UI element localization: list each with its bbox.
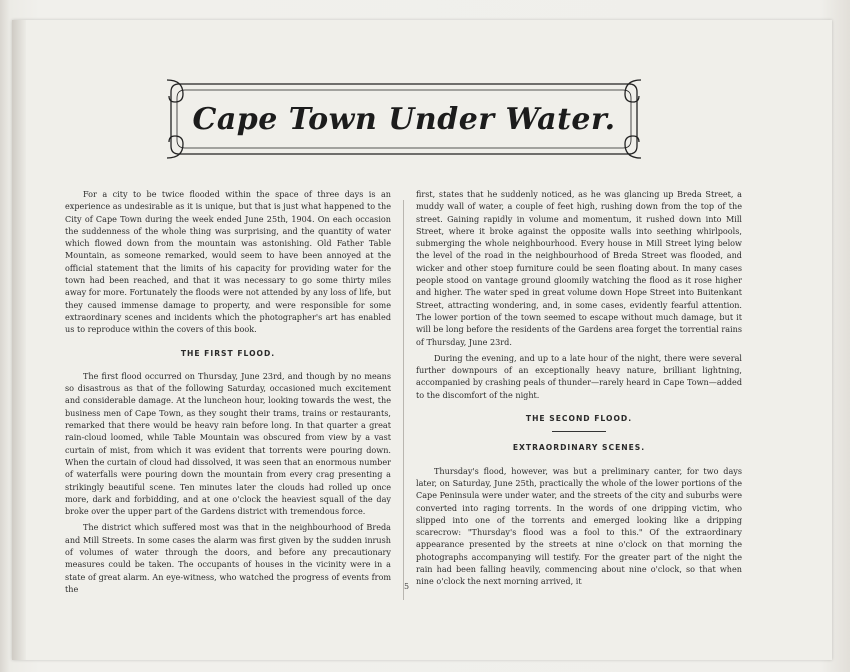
- heading-rule: [552, 431, 606, 432]
- paragraph: During the evening, and up to a late hour of the night, there were several further downpours of an exceptionally heavy nature, brilliant lightning, accompanied by crashing peals of thunder—rarely heard in Cape Town—added to the discomfort of the night.: [416, 352, 742, 400]
- paragraph: The first flood occurred on Thursday, June 23rd, and though by no means so disastrous as that of the following Saturday, occasioned much excitement and considerable damage. At the luncheon hour, looking towards the west, the business men of Cape Town, as they sought their trams, trains or restaurants, remarked that there would be heavy rain before long. In that quarter a great rain-cloud loomed, while Table Mountain was obscured from view by a vast curtain of mist, from which it was evident that torrents were pouring down. When the curtain of cloud had dissolved, it was seen that an enormous number of waterfalls were pouring down the mountain from every crag presenting a strikingly beautiful scene. Ten minutes later the clouds had rolled up once more, dark and forbidding, and at one o'clock the heaviest squall of the day broke over the upper part of the Gardens district with tremendous force.: [65, 370, 391, 517]
- page-number: 5: [404, 582, 410, 591]
- paragraph: Thursday's flood, however, was but a preliminary canter, for two days later, on Saturday, June 25th, practically the whole of the lower portions of the Cape Peninsula were under water, and the streets of the city and suburbs were converted into raging torrents. In the words of one dripping victim, who slipped into one of the torrents and emerged looking like a dripping scarecrow: "Thursday's flood was a fool to this." Of the extraordinary appearance presented by the streets at nine o'clock on that morning the photographs accompanying will testify. For the greater part of the night the rain had been falling heavily, commencing about nine o'clock, so that when nine o'clock the next morning arrived, it: [416, 465, 742, 587]
- title-frame: [165, 78, 643, 160]
- paragraph: first, states that he suddenly noticed, as he was glancing up Breda Street, a muddy wall of water, a couple of feet high, rushing down from the top of the street. Gaining rapidly in volume and momentum, it rushed down into Mill Street, where it broke against the opposite walls into seething whirlpools, submerging the whole neighbourhood. Every house in Mill Street lying below the level of the road in the neighbourhood of Breda Street was flooded, and wicker and other stoep furniture could be seen floating about. In many cases people stood on vantage ground gloomily watching the flood as it rose higher and higher. The water sped in great volume down Hope Street into Buitenkant Street, attracting wondering, and, in some cases, evidently fearful attention. The lower portion of the town seemed to escape without much damage, but it will be long before the residents of the Gardens area forget the torrential rains of Thursday, June 23rd.: [416, 189, 742, 347]
- heading-second-flood: THE SECOND FLOOD.: [525, 414, 633, 424]
- intro-paragraph: For a city to be twice flooded within the space of three days is an experience as undesirable as it is unique, but that is just what happened to the City of Cape Town during the week ended June 25th, 1904. On each occasion the suddenness of the whole thing was surprising, and the quantity of water which flowed down from the mountain was astonishing. Old Father Table Mountain, as someone remarked, would seem to have been annoyed at the official statement that the limits of his capacity for providing water for the town had been reached, and that it was necessary to go some thirty miles away for more. Fortunately the floods were not attended by any loss of life, but they caused immense damage to property, and were responsible for some extraordinary scenes and incidents which the photographer's art has enabled us to reproduce within the covers of this book.: [65, 189, 391, 335]
- column-divider: [403, 200, 404, 600]
- right-column: [416, 188, 742, 592]
- page-title: Cape Town Under Water.: [192, 101, 616, 137]
- paragraph: The district which suffered most was that in the neighbourhood of Breda and Mill Streets. In some cases the alarm was first given by the sudden inrush of volumes of water through the doors, and before any precautionary measures could be taken. The occupants of houses in the vicinity were in a state of great alarm. An eye-witness, who watched the progress of events from the: [65, 522, 391, 594]
- heading-first-flood: THE FIRST FLOOD.: [180, 348, 276, 358]
- book-gutter: [12, 20, 26, 660]
- heading-extraordinary-scenes: EXTRAORDINARY SCENES.: [512, 443, 646, 453]
- left-column: [65, 188, 391, 599]
